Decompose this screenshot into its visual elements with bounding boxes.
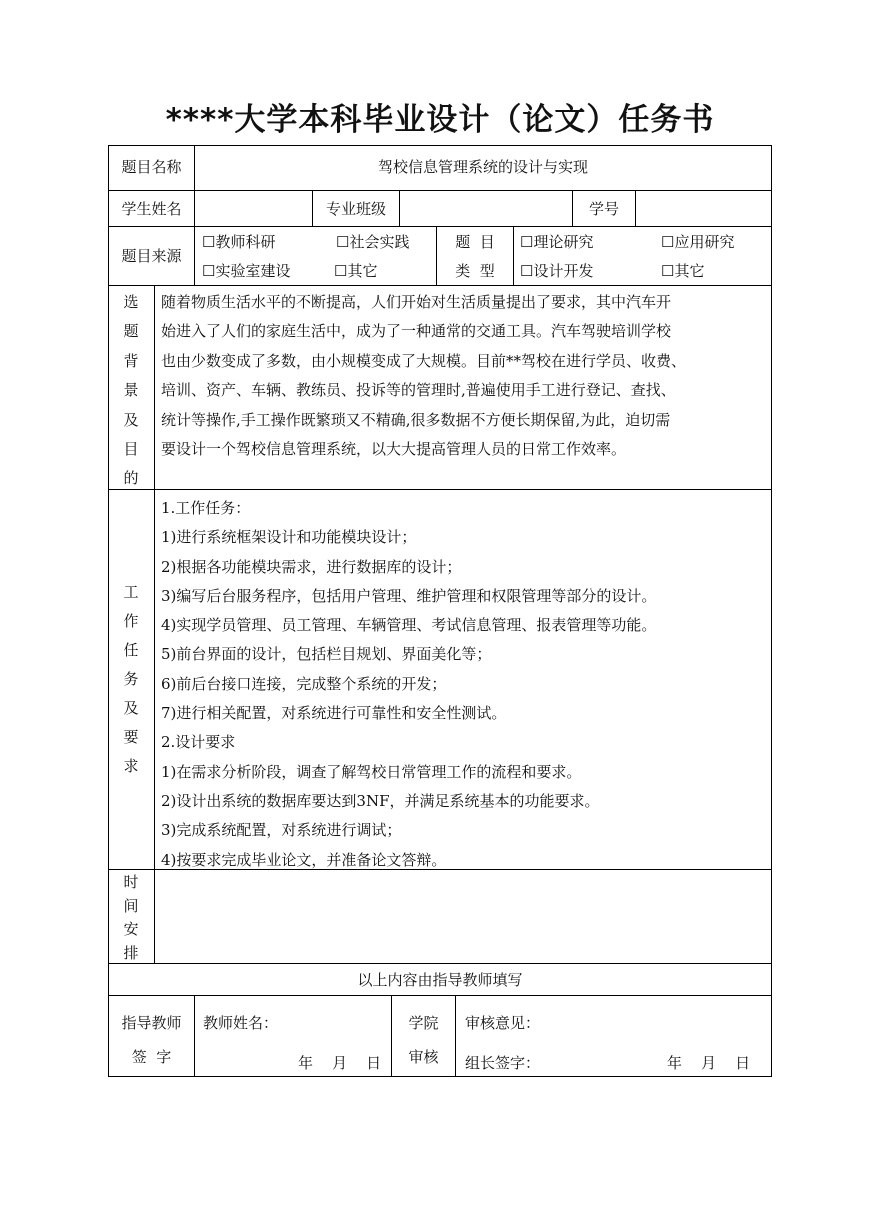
list-item: 1)进行系统框架设计和功能模块设计； xyxy=(161,528,417,547)
review-opinion-label: 审核意见： xyxy=(465,1014,541,1032)
student-id-label: 学号 xyxy=(588,200,619,218)
tasks-label: 工 作 任 务 及 要 求 xyxy=(123,583,139,775)
teacher-sign-label-line2: 签 字 xyxy=(131,1048,172,1066)
type-option-applied[interactable]: ☐应用研究 xyxy=(661,233,735,251)
col-divider xyxy=(154,285,155,964)
teacher-sign-label-line1: 指导教师 xyxy=(121,1014,182,1032)
topic-value: 驾校信息管理系统的设计与实现 xyxy=(377,158,588,176)
teacher-name-label: 教师姓名： xyxy=(203,1014,279,1032)
list-item: 3)完成系统配置，对系统进行调试； xyxy=(161,821,402,840)
list-item: 2)根据各功能模块需求，进行数据库的设计； xyxy=(161,557,462,576)
list-item: 3)编写后台服务程序，包括用户管理、维护管理和权限管理等部分的设计。 xyxy=(161,586,657,605)
source-option-practice[interactable]: ☐社会实践 xyxy=(336,233,410,251)
type-option-theory[interactable]: ☐理论研究 xyxy=(520,233,594,251)
col-divider xyxy=(513,226,514,286)
list-item: 6)前后台接口连接，完成整个系统的开发； xyxy=(161,674,447,693)
list-item: 4)按要求完成毕业论文，并准备论文答辩。 xyxy=(161,850,447,869)
type-label-line2: 类 型 xyxy=(455,262,495,280)
background-label: 选 题 背 景 及 目 的 xyxy=(123,293,139,488)
table-border-top xyxy=(108,145,772,146)
col-divider xyxy=(635,190,636,227)
list-item: 2)设计出系统的数据库要达到3NF，并满足系统基本的功能要求。 xyxy=(161,791,600,810)
type-label-line1: 题 目 xyxy=(455,233,495,251)
type-option-design[interactable]: ☐设计开发 xyxy=(520,262,594,280)
list-item: 1.工作任务： xyxy=(161,499,251,517)
row-divider xyxy=(108,489,772,490)
student-name-label: 学生姓名 xyxy=(121,200,182,218)
table-border-right xyxy=(771,145,772,1077)
row-divider xyxy=(108,190,772,191)
teacher-fill-note: 以上内容由指导教师填写 xyxy=(357,971,523,989)
table-border-bottom xyxy=(108,1076,772,1077)
document-title: ****大学本科毕业设计（论文）任务书 xyxy=(165,102,715,138)
schedule-label: 时 间 安 排 xyxy=(123,873,139,962)
teacher-date: 年 月 日 xyxy=(298,1054,382,1072)
college-review-label-line1: 学院 xyxy=(408,1014,439,1032)
list-item: 7)进行相关配置，对系统进行可靠性和安全性测试。 xyxy=(161,704,507,723)
row-divider xyxy=(108,995,772,996)
source-option-research[interactable]: ☐教师科研 xyxy=(202,233,276,251)
list-item: 1)在需求分析阶段，调查了解驾校日常管理工作的流程和要求。 xyxy=(161,762,582,781)
col-divider xyxy=(455,995,456,1077)
college-review-label-line2: 审核 xyxy=(408,1048,439,1066)
source-option-lab[interactable]: ☐实验室建设 xyxy=(202,262,291,280)
row-divider xyxy=(108,285,772,286)
leader-sign-label: 组长签字： xyxy=(465,1054,541,1072)
list-item: 5)前台界面的设计，包括栏目规划、界面美化等； xyxy=(161,645,492,664)
col-divider xyxy=(399,190,400,227)
class-label: 专业班级 xyxy=(325,200,386,218)
col-divider xyxy=(194,995,195,1077)
list-item: 4)实现学员管理、员工管理、车辆管理、考试信息管理、报表管理等功能。 xyxy=(161,616,657,635)
type-option-other[interactable]: ☐其它 xyxy=(661,262,705,280)
source-label: 题目来源 xyxy=(121,247,182,265)
background-text: 随着物质生活水平的不断提高，人们开始对生活质量提出了要求，其中汽车开 始进入了人们的家庭生活中，成为了一种通常的交通工具。汽车驾驶培训学校 也由少数变成了多数，由小规模变成了大规模。目前**驾校在进行学员、收费、 培训、资产、车辆、教练员、投诉等的管理时,普遍使用手工进行登记、查找、 统计等操作,手工操作既繁琐又不精确,很多数据不方便长期保留,为此，迫切需 要设计一个驾校信息管理系统，以大大提高管理人员的日常工作效率。 xyxy=(161,293,687,459)
row-divider xyxy=(108,963,772,964)
list-item: 2.设计要求 xyxy=(161,733,236,752)
review-date: 年 月 日 xyxy=(667,1054,751,1072)
tasks-list xyxy=(161,494,656,875)
source-option-other[interactable]: ☐其它 xyxy=(334,262,378,280)
row-divider xyxy=(108,226,772,227)
topic-label: 题目名称 xyxy=(121,158,182,176)
